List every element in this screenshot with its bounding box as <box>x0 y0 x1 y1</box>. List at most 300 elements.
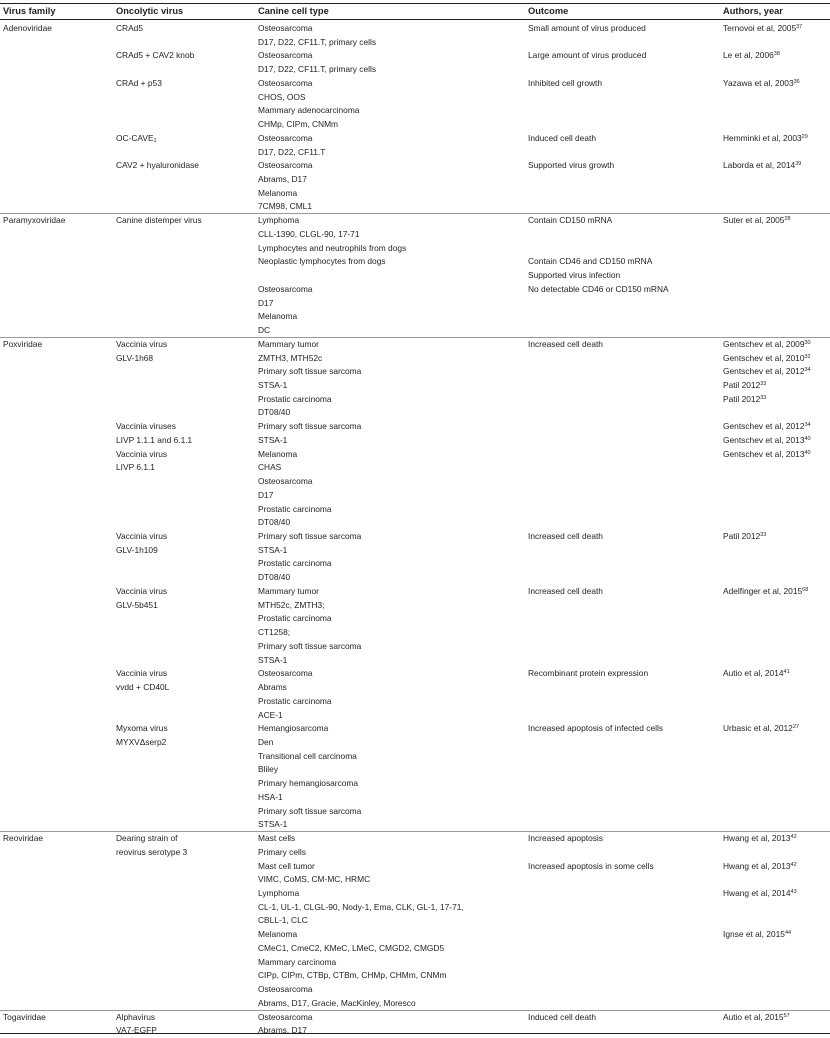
authors-cell-text: Patil 2012 <box>723 531 761 541</box>
outcome-cell-text: Induced cell death <box>528 132 596 143</box>
outcome-cell-text: Increased cell death <box>528 531 603 541</box>
canine-cell-type-cell <box>258 283 312 297</box>
canine-cell-type-cell-text: Transitional cell carcinoma <box>258 750 357 761</box>
canine-cell-type-cell-text: DC <box>258 325 271 336</box>
oncolytic-virus-cell-text: Alphavirus <box>116 1011 156 1022</box>
virus-family-cell-text: Togaviridae <box>3 1011 46 1022</box>
canine-cell-type-cell <box>258 173 307 187</box>
canine-cell-type-cell <box>258 736 273 750</box>
canine-cell-type-cell-text: Primary hemangiosarcoma <box>258 778 359 789</box>
authors-cell <box>723 393 766 407</box>
canine-cell-type-cell <box>258 722 328 736</box>
oncolytic-virus-cell-text: CRAd5 + CAV2 knob <box>116 50 195 61</box>
authors-cell <box>723 49 780 63</box>
outcome-cell <box>528 338 603 352</box>
reference-superscript: 33 <box>760 532 767 538</box>
canine-cell-type-cell <box>258 352 322 366</box>
canine-cell-type-cell-text: Osteosarcoma <box>258 77 313 88</box>
oncolytic-virus-cell-text: GLV-5b451 <box>116 599 158 610</box>
authors-cell <box>723 159 801 173</box>
outcome-cell-text: Increased apoptosis <box>528 833 603 844</box>
canine-cell-type-cell-text: Mast cell tumor <box>258 860 315 871</box>
canine-cell-type-cell-text: Primary soft tissue sarcoma <box>258 640 362 651</box>
oncolytic-virus-cell <box>116 722 168 736</box>
authors-cell <box>723 77 800 91</box>
outcome-cell-text: Contain CD46 and CD150 mRNA <box>528 256 653 267</box>
canine-cell-type-cell <box>258 626 290 640</box>
canine-cell-type-cell-text: Lymphocytes and neutrophils from dogs <box>258 242 407 253</box>
header-bottom-rule <box>0 19 830 20</box>
authors-cell <box>723 420 811 434</box>
authors-cell-text: Gentschev et al, 2010 <box>723 352 805 363</box>
canine-cell-type-cell <box>258 63 376 77</box>
reference-superscript: 33 <box>760 380 767 387</box>
canine-cell-type-cell <box>258 200 312 214</box>
canine-cell-type-cell-text: CMeC1, CmeC2, KMeC, LMeC, CMGD2, CMGD5 <box>258 942 445 953</box>
canine-cell-type-cell <box>258 214 299 228</box>
canine-cell-type-cell <box>258 297 273 311</box>
oncolytic-virus-cell <box>116 667 167 681</box>
outcome-cell <box>528 22 646 36</box>
canine-cell-type-cell-text: Osteosarcoma <box>258 668 313 679</box>
canine-cell-type-cell <box>258 818 287 832</box>
reference-superscript: 29 <box>801 133 808 140</box>
oncolytic-virus-cell <box>116 530 167 544</box>
canine-cell-type-cell-text: Mammary carcinoma <box>258 956 337 967</box>
outcome-cell-text: Large amount of virus produced <box>528 50 647 61</box>
oncolytic-virus-cell <box>116 159 199 173</box>
authors-cell-text: Adelfinger et al, 2015 <box>723 585 803 596</box>
canine-cell-type-cell-text: Melanoma <box>258 187 298 198</box>
authors-cell-text: Gentschev et al, 2012 <box>723 366 805 377</box>
canine-cell-type-cell-text: Lymphoma <box>258 215 300 226</box>
oncolytic-virus-cell <box>116 544 158 558</box>
virus-family-cell-text: Reoviridae <box>3 833 44 844</box>
canine-cell-type-cell-text: Osteosarcoma <box>258 1011 313 1022</box>
reference-superscript: 42 <box>790 861 797 868</box>
canine-cell-type-cell-text: CL-1, UL-1, CLGL-90, Nody-1, Ema, CLK, GL-1, 17-71, <box>258 901 464 912</box>
canine-cell-type-cell-text: Osteosarcoma <box>258 23 313 33</box>
canine-cell-type-cell <box>258 49 312 63</box>
canine-cell-type-cell-text: 7CM98, CML1 <box>258 201 312 212</box>
reference-superscript: 68 <box>802 586 809 593</box>
oncolytic-virus-cell-text: CAV2 + hyaluronidase <box>116 160 199 171</box>
canine-cell-type-cell-text: CHAS <box>258 462 282 473</box>
canine-cell-type-cell-text: D17, D22, CF11.T, primary cells <box>258 64 377 75</box>
oncolytic-virus-cell <box>116 49 194 63</box>
canine-cell-type-cell <box>258 969 446 983</box>
canine-cell-type-cell <box>258 338 319 352</box>
outcome-cell-text: Induced cell death <box>528 1011 596 1022</box>
reference-superscript: 36 <box>793 78 800 85</box>
canine-cell-type-cell <box>258 379 287 393</box>
canine-cell-type-cell-text: CHOS, OOS <box>258 91 306 102</box>
canine-cell-type-cell <box>258 557 332 571</box>
oncolytic-virus-cell-text: reovirus serotype 3 <box>116 846 188 857</box>
canine-cell-type-cell-text: Abrams <box>258 682 287 693</box>
virus-family-cell-text: Poxviridae <box>3 338 43 349</box>
outcome-cell <box>528 49 646 63</box>
authors-cell-text: Gentschev et al, 2009 <box>723 338 805 349</box>
canine-cell-type-cell <box>258 914 308 928</box>
oncolytic-virus-cell <box>116 585 167 599</box>
oncolytic-virus-cell-text: LIVP 1.1.1 and 6.1.1 <box>116 434 193 445</box>
authors-cell-text: Hemminki et al, 2003 <box>723 132 802 143</box>
authors-cell <box>723 448 811 462</box>
canine-cell-type-cell <box>258 763 278 777</box>
authors-cell <box>723 1011 790 1025</box>
authors-cell <box>723 434 811 448</box>
canine-cell-type-cell <box>258 544 287 558</box>
canine-cell-type-cell-text: Osteosarcoma <box>258 476 313 487</box>
virus-family-cell <box>3 1011 46 1025</box>
canine-cell-type-cell <box>258 956 336 970</box>
canine-cell-type-cell <box>258 461 281 475</box>
canine-cell-type-cell <box>258 709 283 723</box>
authors-cell <box>723 667 790 681</box>
canine-cell-type-cell-text: Osteosarcoma <box>258 160 313 171</box>
oncolytic-virus-cell-text: Dearing strain of <box>116 833 178 844</box>
outcome-cell <box>528 530 603 544</box>
canine-cell-type-cell <box>258 750 357 764</box>
canine-cell-type-cell-text: Melanoma <box>258 311 298 322</box>
canine-cell-type-cell <box>258 159 312 173</box>
canine-cell-type-cell-text: Prostatic carcinoma <box>258 558 332 569</box>
oncolytic-virus-cell-text: Vaccinia virus <box>116 585 168 596</box>
header-virus-family: Virus family <box>3 6 56 16</box>
oncolytic-virus-cell <box>116 22 143 36</box>
canine-cell-type-cell-text: CLL-1390, CLGL-90, 17-71 <box>258 228 360 239</box>
canine-cell-type-cell <box>258 667 312 681</box>
canine-cell-type-cell-text: Primary soft tissue sarcoma <box>258 531 362 541</box>
canine-cell-type-cell <box>258 860 315 874</box>
canine-cell-type-cell-text: STSA-1 <box>258 379 288 390</box>
authors-cell-text: Autio et al, 2014 <box>723 668 784 679</box>
reference-superscript: 57 <box>783 1012 790 1019</box>
authors-cell <box>723 928 791 942</box>
oncolytic-virus-cell-text: CRAd5 <box>116 23 143 33</box>
canine-cell-type-cell <box>258 777 358 791</box>
authors-cell <box>723 352 811 366</box>
canine-cell-type-cell <box>258 928 297 942</box>
outcome-cell <box>528 255 652 269</box>
oncolytic-virus-cell <box>116 214 202 228</box>
canine-cell-type-cell <box>258 324 270 338</box>
reference-superscript: 34 <box>804 367 811 374</box>
reference-superscript: 41 <box>783 669 790 676</box>
reference-superscript: 43 <box>790 888 797 895</box>
canine-cell-type-cell <box>258 310 297 324</box>
canine-cell-type-cell <box>258 242 406 256</box>
outcome-cell <box>528 77 602 91</box>
oncolytic-virus-cell <box>116 1011 155 1025</box>
authors-cell-text: Ignse et al, 2015 <box>723 929 785 940</box>
authors-cell-text: Le et al, 2006 <box>723 50 774 61</box>
outcome-cell <box>528 832 603 846</box>
outcome-cell-text: Increased cell death <box>528 585 603 596</box>
canine-cell-type-cell-text: CT1258; <box>258 627 291 638</box>
canine-cell-type-cell <box>258 448 297 462</box>
reference-superscript: 38 <box>773 51 780 58</box>
outcome-cell <box>528 132 596 146</box>
canine-cell-type-cell <box>258 805 361 819</box>
canine-cell-type-cell-text: Bliley <box>258 764 279 775</box>
authors-cell <box>723 860 797 874</box>
outcome-cell-text: Inhibited cell growth <box>528 77 603 88</box>
canine-cell-type-cell-text: Abrams, D17 <box>258 174 307 185</box>
outcome-cell-text: Increased cell death <box>528 338 603 349</box>
canine-cell-type-cell <box>258 612 332 626</box>
oncolytic-virus-cell <box>116 599 158 613</box>
canine-cell-type-cell-text: Primary soft tissue sarcoma <box>258 366 362 377</box>
oncolytic-virus-cell-text: MYXVΔserp2 <box>116 736 167 747</box>
canine-cell-type-cell <box>258 228 360 242</box>
virus-family-cell <box>3 214 65 228</box>
canine-cell-type-cell-text: DT08/40 <box>258 517 291 528</box>
canine-cell-type-cell <box>258 489 273 503</box>
oncolytic-virus-cell <box>116 448 167 462</box>
canine-cell-type-cell-text: Prostatic carcinoma <box>258 613 332 624</box>
reference-superscript: 42 <box>790 834 797 841</box>
canine-cell-type-cell-text: Mast cells <box>258 833 296 844</box>
canine-cell-type-cell <box>258 475 312 489</box>
authors-cell <box>723 722 799 736</box>
canine-cell-type-cell-text: D17 <box>258 489 274 500</box>
outcome-cell <box>528 159 614 173</box>
canine-cell-type-cell-text: MTH52c, ZMTH3; <box>258 599 325 610</box>
virus-family-cell <box>3 832 43 846</box>
canine-cell-type-cell-text: Neoplastic lymphocytes from dogs <box>258 256 386 267</box>
canine-cell-type-cell-text: STSA-1 <box>258 434 288 445</box>
canine-cell-type-cell-text: STSA-1 <box>258 544 288 555</box>
canine-cell-type-cell-text: CIPp, CIPm, CTBp, CTBm, CHMp, CHMm, CNMm <box>258 970 447 981</box>
canine-cell-type-cell <box>258 36 376 50</box>
canine-cell-type-cell <box>258 654 287 668</box>
outcome-cell-text: Supported virus growth <box>528 160 615 171</box>
canine-cell-type-cell-text: Osteosarcoma <box>258 132 313 143</box>
reference-superscript: 40 <box>804 449 811 456</box>
canine-cell-type-cell-text: D17, D22, CF11.T <box>258 146 326 157</box>
oncolytic-virus-cell-text: GLV-1h68 <box>116 352 154 363</box>
outcome-cell-text: Small amount of virus produced <box>528 23 646 33</box>
oncolytic-virus-cell-text: Vaccinia virus <box>116 531 168 541</box>
outcome-cell-text: Increased apoptosis of infected cells <box>528 723 664 734</box>
canine-cell-type-cell <box>258 516 290 530</box>
authors-cell <box>723 379 766 393</box>
canine-cell-type-cell <box>258 187 297 201</box>
canine-cell-type-cell-text: HSA-1 <box>258 791 283 802</box>
authors-cell-text: Laborda et al, 2014 <box>723 160 796 171</box>
oncolytic-virus-cell-text: GLV-1h109 <box>116 544 158 555</box>
canine-cell-type-cell <box>258 571 290 585</box>
canine-cell-type-cell-text: Osteosarcoma <box>258 984 313 995</box>
outcome-cell <box>528 860 654 874</box>
oncolytic-virus-cell-text: Vaccinia viruses <box>116 421 176 432</box>
oncolytic-virus-cell <box>116 832 177 846</box>
outcome-cell <box>528 1011 596 1025</box>
canine-cell-type-cell-text: ZMTH3, MTH52c <box>258 352 323 363</box>
virus-family-cell <box>3 22 52 36</box>
reference-superscript: 32 <box>804 353 811 360</box>
canine-cell-type-cell-text: Den <box>258 736 274 747</box>
canine-cell-type-cell-text: CBLL-1, CLC <box>258 915 308 926</box>
authors-cell <box>723 22 802 36</box>
canine-cell-type-cell-text: Hemangiosarcoma <box>258 723 329 734</box>
canine-cell-type-cell <box>258 434 287 448</box>
table-bottom-rule <box>0 1033 830 1034</box>
canine-cell-type-cell-text: Mammary adenocarcinoma <box>258 105 360 116</box>
reference-superscript: 33 <box>760 394 767 401</box>
canine-cell-type-cell <box>258 530 361 544</box>
authors-cell <box>723 585 808 599</box>
canine-cell-type-cell-text: STSA-1 <box>258 654 288 665</box>
canine-cell-type-cell <box>258 255 386 269</box>
outcome-cell <box>528 585 603 599</box>
virus-family-cell <box>3 338 42 352</box>
oncolytic-virus-cell <box>116 132 157 146</box>
oncolytic-virus-cell <box>116 420 176 434</box>
outcome-cell-text: Contain CD150 mRNA <box>528 215 613 226</box>
canine-cell-type-cell <box>258 420 361 434</box>
authors-cell-text: Hwang et al, 2013 <box>723 833 791 844</box>
authors-cell <box>723 338 811 352</box>
reference-superscript: 30 <box>804 339 811 346</box>
reference-superscript: 34 <box>804 422 811 429</box>
oncolytic-virus-cell-text: vvdd + CD40L <box>116 682 170 693</box>
oncolytic-virus-cell <box>116 434 192 448</box>
canine-cell-type-cell-text: Primary cells <box>258 846 306 857</box>
canine-cell-type-cell-text: Prostatic carcinoma <box>258 695 332 706</box>
outcome-cell <box>528 214 612 228</box>
oncolytic-virus-cell-text: LIVP 6.1.1 <box>116 462 155 473</box>
authors-cell <box>723 132 808 146</box>
authors-cell-text: Hwang et al, 2014 <box>723 887 791 898</box>
reference-superscript: 28 <box>784 216 791 223</box>
canine-cell-type-cell-text: Primary soft tissue sarcoma <box>258 805 362 816</box>
canine-cell-type-cell-text: Osteosarcoma <box>258 50 313 61</box>
canine-cell-type-cell-text: Abrams, D17, Gracie, MacKinley, Moresco <box>258 997 416 1008</box>
oncolytic-virus-cell-text: Vaccinia virus <box>116 448 168 459</box>
header-authors-year: Authors, year <box>723 6 783 16</box>
canine-cell-type-cell-text: Mammary tumor <box>258 338 319 349</box>
canine-cell-type-cell-text: Melanoma <box>258 929 298 940</box>
oncolytic-virus-cell <box>116 846 187 860</box>
outcome-cell <box>528 283 669 297</box>
oncolytic-virus-cell <box>116 352 153 366</box>
canine-cell-type-cell <box>258 393 332 407</box>
authors-cell <box>723 214 791 228</box>
canine-cell-type-cell <box>258 599 325 613</box>
header-outcome: Outcome <box>528 6 569 16</box>
canine-cell-type-cell <box>258 585 319 599</box>
outcome-cell <box>528 667 648 681</box>
outcome-cell <box>528 722 663 736</box>
canine-cell-type-cell-text: ACE-1 <box>258 709 283 720</box>
canine-cell-type-cell <box>258 365 361 379</box>
canine-cell-type-cell <box>258 118 338 132</box>
oncolytic-virus-cell <box>116 736 166 750</box>
authors-cell-text: Ternovoi et al, 2005 <box>723 23 797 33</box>
authors-cell-text: Autio et al, 2015 <box>723 1011 784 1022</box>
canine-cell-type-cell <box>258 91 305 105</box>
authors-cell-text: Patil 2012 <box>723 393 761 404</box>
oncolytic-virus-cell <box>116 681 169 695</box>
outcome-cell <box>528 269 620 283</box>
canine-cell-type-cell <box>258 983 312 997</box>
canine-cell-type-cell <box>258 132 312 146</box>
canine-cell-type-cell <box>258 791 283 805</box>
canine-cell-type-cell <box>258 406 290 420</box>
canine-cell-type-cell <box>258 503 332 517</box>
outcome-cell-text: Recombinant protein expression <box>528 668 649 679</box>
canine-cell-type-cell-text: DT08/40 <box>258 407 291 418</box>
outcome-cell-text: Supported virus infection <box>528 270 621 281</box>
virus-family-cell-text: Adenoviridae <box>3 23 52 33</box>
subscript: 1 <box>153 137 157 144</box>
reference-superscript: 44 <box>784 930 792 937</box>
oncolytic-virus-cell-text: Canine distemper virus <box>116 215 202 226</box>
canine-cell-type-cell <box>258 22 312 36</box>
reference-superscript: 37 <box>796 24 803 30</box>
oncolytic-virus-cell-text: Vaccinia virus <box>116 338 168 349</box>
virus-family-cell-text: Paramyxoviridae <box>3 215 66 226</box>
canine-cell-type-cell-text: D17, D22, CF11.T, primary cells <box>258 36 377 47</box>
outcome-cell-text: No detectable CD46 or CD150 mRNA <box>528 283 669 294</box>
oncolytic-virus-cell-text: VA7-EGFP <box>116 1025 157 1036</box>
reference-superscript: 27 <box>792 724 799 731</box>
reference-superscript: 40 <box>804 435 811 442</box>
canine-cell-type-cell-text: D17 <box>258 297 274 308</box>
outcome-cell-text: Increased apoptosis in some cells <box>528 860 654 871</box>
authors-cell <box>723 530 766 544</box>
canine-cell-type-cell <box>258 640 361 654</box>
authors-cell-text: Gentschev et al, 2012 <box>723 421 805 432</box>
canine-cell-type-cell <box>258 1011 312 1025</box>
authors-cell <box>723 887 797 901</box>
canine-cell-type-cell <box>258 104 359 118</box>
authors-cell <box>723 832 797 846</box>
canine-cell-type-cell-text: Prostatic carcinoma <box>258 503 332 514</box>
oncolytic-virus-cell <box>116 461 155 475</box>
oncolytic-virus-cell-text: Vaccinia virus <box>116 668 168 679</box>
table-top-rule <box>0 3 830 4</box>
authors-cell-text: Patil 2012 <box>723 379 761 390</box>
canine-cell-type-cell <box>258 832 295 846</box>
authors-cell-text: Suter et al, 2005 <box>723 215 785 226</box>
oncolytic-virus-cell-text: Myxoma virus <box>116 723 168 734</box>
canine-cell-type-cell-text: Osteosarcoma <box>258 283 313 294</box>
oncolytic-virus-cell-text: CRAd + p53 <box>116 77 162 88</box>
oncolytic-virus-cell <box>116 338 167 352</box>
authors-cell-text: Yazawa et al, 2003 <box>723 77 794 88</box>
canine-cell-type-cell <box>258 942 444 956</box>
canine-cell-type-cell-text: CHMp, CIPm, CNMm <box>258 119 339 130</box>
header-oncolytic-virus: Oncolytic virus <box>116 6 184 16</box>
authors-cell-text: Gentschev et al, 2013 <box>723 448 805 459</box>
canine-cell-type-cell <box>258 695 332 709</box>
authors-cell <box>723 365 811 379</box>
canine-cell-type-cell <box>258 846 306 860</box>
canine-cell-type-cell-text: DT08/40 <box>258 572 291 583</box>
canine-cell-type-cell <box>258 77 312 91</box>
oncolytic-virus-cell-text: OC-CAVE <box>116 132 154 143</box>
canine-cell-type-cell <box>258 887 299 901</box>
canine-cell-type-cell-text: Melanoma <box>258 448 298 459</box>
canine-cell-type-cell-text: VIMC, CoMS, CM-MC, HRMC <box>258 874 371 885</box>
oncolytic-virus-cell <box>116 77 162 91</box>
reference-superscript: 39 <box>795 161 802 168</box>
authors-cell-text: Hwang et al, 2013 <box>723 860 791 871</box>
